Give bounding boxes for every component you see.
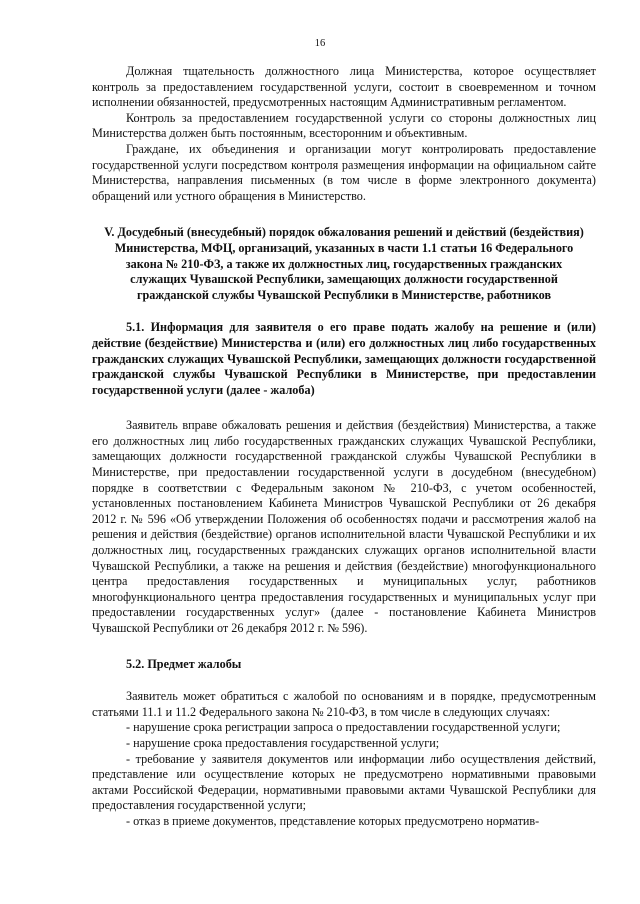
heading-5-2: 5.2. Предмет жалобы	[126, 656, 242, 671]
list-item: - нарушение срока предоставления государственной услуги;	[126, 735, 440, 750]
paragraph-5-1: Заявитель вправе обжаловать решения и действия (бездействия) Министерства, а также его должностных лиц либо государственных гражданских служащих Чувашской Республики, замещающих должности государственной гражданской службы Чувашской Республики в Министерстве, при предоставлении государственной услуги в досудебном (внесудебном) порядке в соответствии с Федеральным законом № 210-ФЗ, с учетом особенностей, установленных постановлением Кабинета Министров Чувашской Республики от 26 декабря 2012 г. № 596 «Об утверждении Положения об особенностях подачи и рассмотрения жалоб на решения и действия (бездействие) органов исполнительной власти Чувашской Республики и их должностных лиц, государственных гражданских служащих органов исполнительной власти Чувашской Республики, а также на решения и действия (бездействие) многофункционального центра предоставления государственных и муниципальных услуг, работников многофункционального центра предоставления государственных и муниципальных услуг при предоставлении государственных услуг» (далее - постановление Кабинета Министров Чувашской Республики от 26 декабря 2012 г. № 596).	[92, 418, 596, 635]
paragraph-citizens-control: Граждане, их объединения и организации могут контролировать предоставление государственной услуги посредством контроля размещения информации на официальном сайте Министерства, направления письменных (в том числе в форме электронного документа) обращений или устного обращения в Министерство.	[92, 141, 596, 203]
paragraph-5-2: Заявитель может обратиться с жалобой по основаниям и в порядке, предусмотренным статьями 11.1 и 11.2 Федерального закона № 210-ФЗ, в том числе в следующих случаях:	[92, 689, 596, 719]
paragraph-diligence: Должная тщательность должностного лица Министерства, которое осуществляет контроль за предоставлением государственной услуги, состоит в своевременном и точном исполнении обязанностей, предусмотренных настоящим Административным регламентом.	[92, 64, 596, 110]
list-item: - нарушение срока регистрации запроса о предоставлении государственной услуги;	[126, 720, 561, 735]
page-number: 16	[314, 38, 326, 49]
list-item: - отказ в приеме документов, представление которых предусмотрено норматив-	[126, 813, 540, 828]
heading-5-1: 5.1. Информация для заявителя о его праве подать жалобу на решение и (или) действие (бездействие) Министерства и (или) его должностных лиц либо государственных гражданских служащих Чувашской Республики, замещающих должности государственной гражданской службы Чувашской Республики в Министерстве, при предоставлении государственной услуги (далее - жалоба)	[92, 320, 596, 397]
document-body	[92, 64, 596, 830]
paragraph-control: Контроль за предоставлением государственной услуги со стороны должностных лиц Министерства должен быть постоянным, всесторонним и объективным.	[92, 110, 596, 141]
list-item: - требование у заявителя документов или информации либо осуществления действий, представление или осуществление которых не предусмотрено нормативными правовыми актами Российской Федерации, нормативными правовыми актами Чувашской Республики для предоставления государственной услуги;	[92, 751, 596, 813]
section-v-heading: V. Досудебный (внесудебный) порядок обжалования решений и действий (бездействия) Министерства, МФЦ, организаций, указанных в части 1.1 статьи 16 Федерального закона № 210-ФЗ, а также их должностных лиц, государственных гражданских служащих Чувашской Республики, замещающих должности государственной гражданской службы Чувашской Республики в Министерстве, работников	[104, 225, 584, 302]
